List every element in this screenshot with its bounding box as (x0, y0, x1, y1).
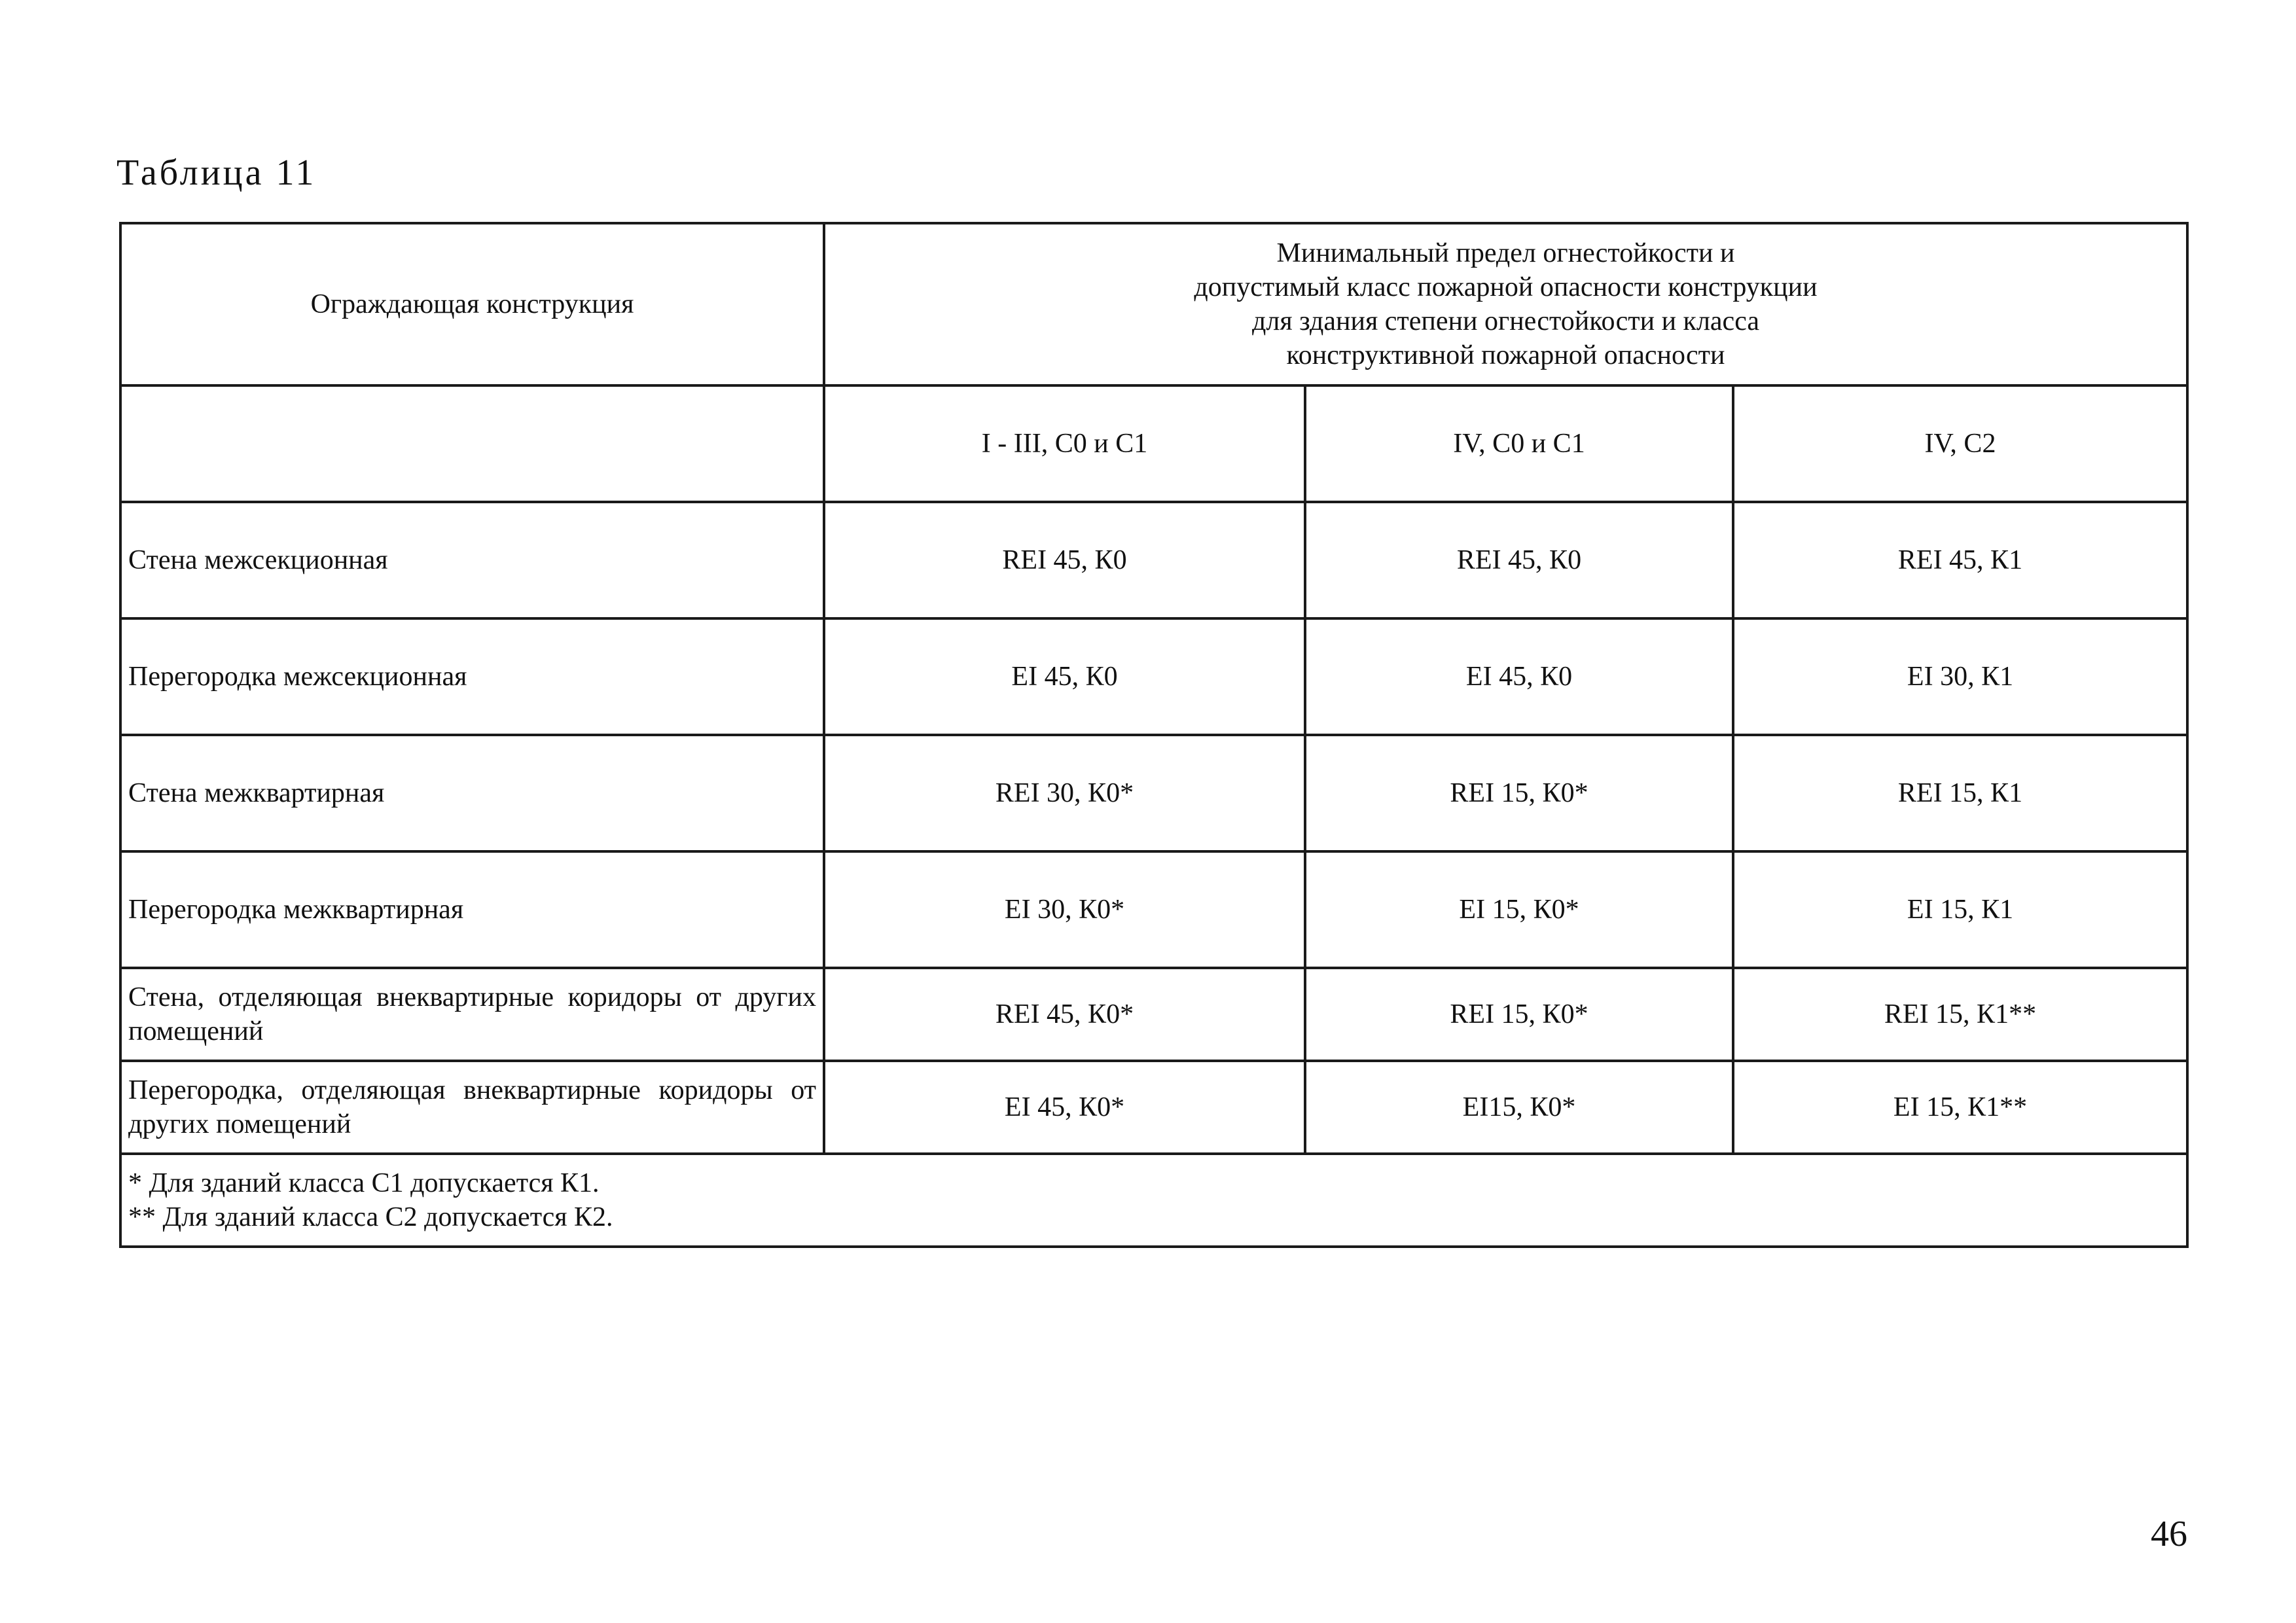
row-value-col-3: EI 15, К1** (1733, 1061, 2187, 1154)
row-value-col-2: REI 45, К0 (1305, 502, 1733, 618)
row-value-col-2: REI 15, К0* (1305, 968, 1733, 1061)
row-value-col-1: EI 45, К0 (824, 618, 1305, 735)
table-row (120, 618, 2187, 735)
row-value-col-2: EI 45, К0 (1305, 618, 1733, 735)
page-number: 46 (2151, 1514, 2187, 1554)
fire-resistance-table (119, 222, 2189, 1248)
row-value-col-3: REI 15, К1** (1733, 968, 2187, 1061)
row-value-col-1: EI 45, К0* (824, 1061, 1305, 1154)
row-value-col-1: REI 30, К0* (824, 735, 1305, 851)
subheader-blank (120, 385, 824, 502)
header-fire-limit-line: допустимый класс пожарной опасности конструкции (1194, 272, 1818, 302)
row-value-col-3: REI 15, К1 (1733, 735, 2187, 851)
row-value-col-1: REI 45, К0 (824, 502, 1305, 618)
header-fire-limit-line: для здания степени огнестойкости и класса (1252, 306, 1759, 336)
table-row (120, 735, 2187, 851)
footnote: ** Для зданий класса С2 допускается К2. (128, 1202, 613, 1232)
row-construction: Перегородка межквартирная (120, 851, 824, 968)
row-construction: Стена межквартирная (120, 735, 824, 851)
row-value-col-2: REI 15, К0* (1305, 735, 1733, 851)
row-value-col-1: REI 45, К0* (824, 968, 1305, 1061)
table-row (120, 1061, 2187, 1154)
table-notes-row (120, 1154, 2187, 1247)
row-value-col-1: EI 30, К0* (824, 851, 1305, 968)
footnote: * Для зданий класса С1 допускается К1. (128, 1168, 600, 1198)
row-construction: Перегородка, отделяющая внеквартирные коридоры от других помещений (120, 1061, 824, 1154)
table-caption: Таблица 11 (117, 152, 317, 193)
subheader-col-1: I - III, С0 и С1 (824, 385, 1305, 502)
row-construction: Стена межсекционная (120, 502, 824, 618)
subheader-col-3: IV, С2 (1733, 385, 2187, 502)
row-construction: Перегородка межсекционная (120, 618, 824, 735)
table-header-row (120, 223, 2187, 385)
row-value-col-3: REI 45, К1 (1733, 502, 2187, 618)
row-construction: Стена, отделяющая внеквартирные коридоры от других помещений (120, 968, 824, 1061)
row-value-col-2: EI 15, К0* (1305, 851, 1733, 968)
header-construction: Ограждающая конструкция (120, 223, 824, 385)
header-fire-limit-line: конструктивной пожарной опасности (1286, 340, 1725, 370)
table-row (120, 502, 2187, 618)
subheader-col-2: IV, С0 и С1 (1305, 385, 1733, 502)
row-value-col-3: EI 30, К1 (1733, 618, 2187, 735)
table-row (120, 968, 2187, 1061)
header-fire-limit (824, 223, 2187, 385)
header-fire-limit-line: Минимальный предел огнестойкости и (1276, 238, 1735, 268)
table-subheader-row (120, 385, 2187, 502)
row-value-col-2: EI15, К0* (1305, 1061, 1733, 1154)
row-value-col-3: EI 15, К1 (1733, 851, 2187, 968)
table-row (120, 851, 2187, 968)
table-footnotes (120, 1154, 2187, 1247)
